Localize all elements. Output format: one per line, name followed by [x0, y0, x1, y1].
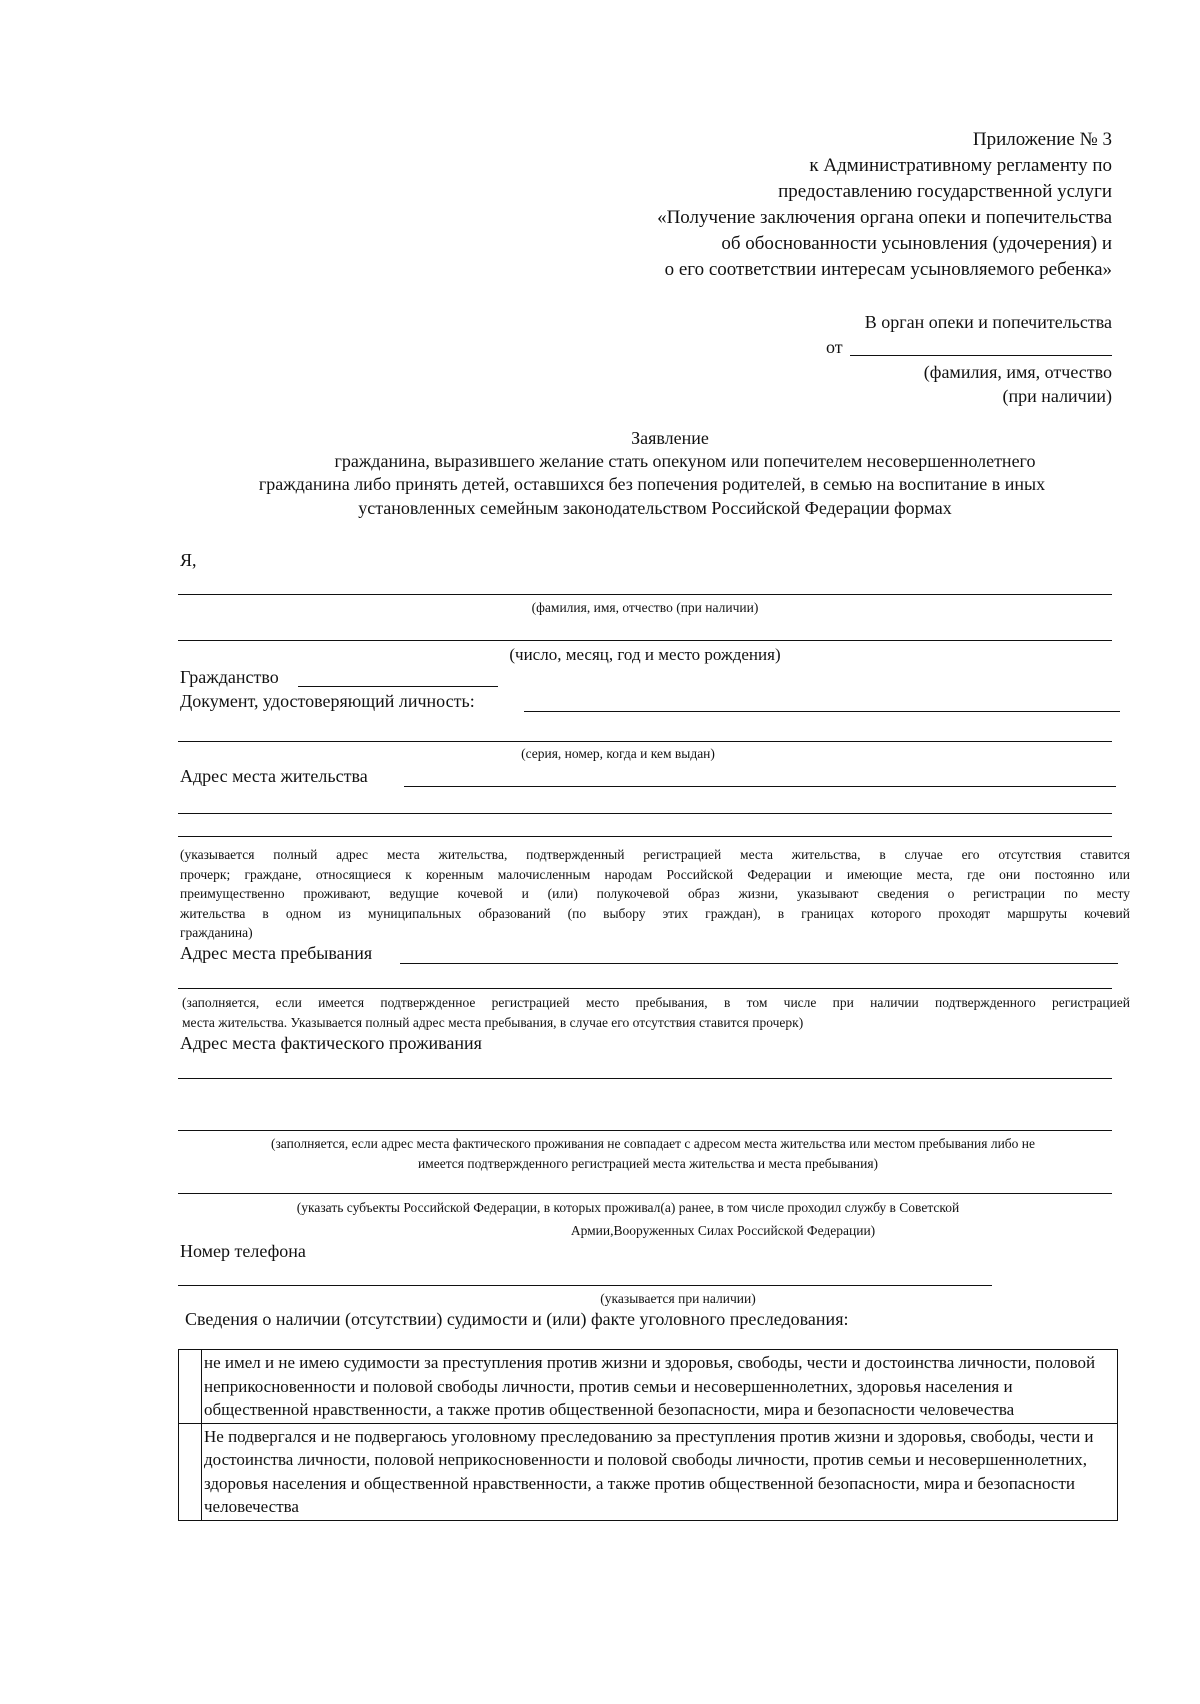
- id-doc-label: Документ, удостоверяющий личность:: [180, 691, 475, 711]
- criminal-option-row: [179, 1423, 1118, 1520]
- birth-hint: (число, месяц, год и место рождения): [509, 645, 781, 664]
- addressee-line: В орган опеки и попечительства: [864, 312, 1112, 332]
- actual-field-line-2[interactable]: [178, 1130, 1112, 1131]
- regions-hint-1: (указать субъекты Российской Федерации, в которых проживал(а) ранее, в том числе проходил службу в Советской: [296, 1200, 960, 1215]
- citizenship-field-line[interactable]: [298, 686, 498, 687]
- actual-field-line[interactable]: [178, 1078, 1112, 1079]
- phone-field-line[interactable]: [178, 1285, 992, 1286]
- residence-field-line[interactable]: [404, 786, 1116, 787]
- criminal-option-row: [179, 1350, 1118, 1424]
- from-hint-2: (при наличии): [1002, 386, 1112, 406]
- criminal-options-table: [178, 1349, 1118, 1521]
- stay-field-line-2[interactable]: [178, 988, 1112, 989]
- fio-field-line[interactable]: [178, 594, 1112, 595]
- title-line-1: гражданина, выразившего желание стать опекуном или попечителем несовершеннолетнего: [334, 451, 1036, 471]
- header-line-2: к Административному регламенту по: [809, 155, 1112, 176]
- regions-hint-2: Армии,Вооруженных Силах Российской Федерации): [570, 1223, 876, 1238]
- birth-field-line[interactable]: [178, 640, 1112, 641]
- residence-hint: (указывается полный адрес места жительства, подтвержденный регистрацией места жительства, в случае его отсутствия ставится прочерк; граждане, относящиеся к коренным малочисленным народам Российской Федерации и имеющие места, где они постоянно или преимущественно проживают, ведущие кочевой и (или) полукочевой образ жизни, указывают сведения о регистрации по месту жительства в одном из муниципальных образований (по выбору этих граждан), в границах которого проходят маршруты кочевий гражданина): [180, 847, 1130, 940]
- title-line-3: установленных семейным законодательством Российской Федерации формах: [358, 498, 952, 518]
- criminal-option-text-2: Не подвергался и не подвергаюсь уголовному преследованию за преступления против жизни и здоровья, свободы, чести и достоинства личности, половой неприкосновенности и половой свободы личности, против семьи и несовершеннолетних, здоровья населения и общественной нравственности, а также против общественной безопасности, мира и безопасности человечества: [202, 1423, 1118, 1520]
- title-line-2: гражданина либо принять детей, оставшихся без попечения родителей, в семью на воспитание в иных: [258, 474, 1046, 494]
- residence-field-line-2[interactable]: [178, 813, 1112, 814]
- from-field-line[interactable]: [850, 355, 1112, 356]
- regions-field-line[interactable]: [178, 1193, 1112, 1194]
- id-doc-field-line-2[interactable]: [178, 741, 1112, 742]
- i-label: Я,: [180, 550, 197, 570]
- stay-hint: (заполняется, если имеется подтвержденное регистрацией место пребывания, в том числе при наличии подтвержденного регистрацией места жительства. Указывается полный адрес места пребывания, в случае его отсутствия ставится прочерк): [182, 995, 1130, 1030]
- criminal-label: Сведения о наличии (отсутствии) судимости и (или) факте уголовного преследования:: [185, 1309, 849, 1329]
- criminal-option-checkbox-1[interactable]: [179, 1350, 202, 1424]
- actual-label: Адрес места фактического проживания: [180, 1033, 482, 1053]
- phone-label: Номер телефона: [180, 1241, 306, 1261]
- header-line-5: об обоснованности усыновления (удочерения) и: [721, 233, 1112, 254]
- document-title: Заявление: [631, 428, 709, 448]
- header-line-3: предоставлению государственной услуги: [778, 181, 1112, 202]
- header-line-6: о его соответствии интересам усыновляемого ребенка»: [664, 259, 1112, 280]
- actual-hint-2: имеется подтвержденного регистрацией места жительства и места пребывания): [417, 1156, 879, 1171]
- from-hint-1: (фамилия, имя, отчество: [923, 362, 1112, 382]
- residence-label: Адрес места жительства: [180, 766, 368, 786]
- stay-field-line[interactable]: [400, 963, 1118, 964]
- criminal-option-text-1: не имел и не имею судимости за преступления против жизни и здоровья, свободы, чести и достоинства личности, половой неприкосновенности и половой свободы личности, против семьи и несовершеннолетних, здоровья населения и общественной нравственности, а также против общественной безопасности, мира и безопасности человечества: [202, 1350, 1118, 1424]
- actual-hint-1: (заполняется, если адрес места фактического проживания не совпадает с адресом места жительства или местом пребывания либо не: [270, 1136, 1036, 1151]
- fio-hint: (фамилия, имя, отчество (при наличии): [531, 600, 759, 615]
- phone-hint: (указывается при наличии): [600, 1291, 756, 1306]
- citizenship-label: Гражданство: [180, 667, 279, 687]
- id-doc-field-line[interactable]: [524, 711, 1120, 712]
- stay-label: Адрес места пребывания: [180, 943, 373, 963]
- id-doc-hint: (серия, номер, когда и кем выдан): [521, 746, 715, 761]
- appendix-number: Приложение № 3: [972, 129, 1112, 150]
- from-label: от: [826, 337, 843, 357]
- criminal-option-checkbox-2[interactable]: [179, 1423, 202, 1520]
- residence-field-line-3[interactable]: [178, 836, 1112, 837]
- header-line-4: «Получение заключения органа опеки и попечительства: [657, 207, 1112, 228]
